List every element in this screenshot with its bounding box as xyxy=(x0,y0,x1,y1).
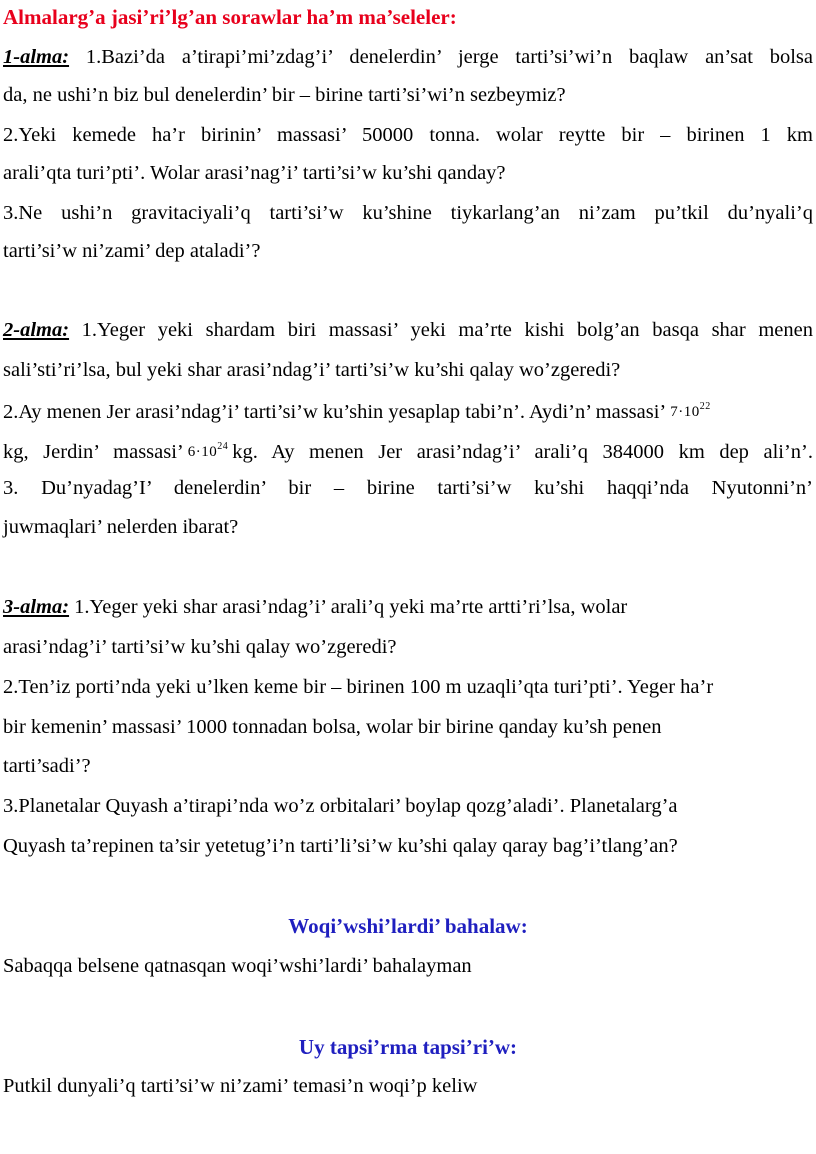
apple3-line2: arasi’ndag’i’ tarti’si’w ku’shi qalay wo’zgeredi? xyxy=(3,636,397,658)
apple3-line5: tarti’sadi’? xyxy=(3,755,91,777)
apple1-label: 1-alma: xyxy=(3,46,70,68)
apple2-question1-text: 1.Yeger yeki shardam biri massasi’ yeki ma’rte kishi bolg’an basqa shar menen xyxy=(69,319,813,341)
apple1-line3: 2.Yeki kemede ha’r birinin’ massasi’ 50000 tonna. wolar reytte bir – birinen 1 km xyxy=(3,124,813,146)
evaluation-text: Sabaqqa belsene qatnasqan woqi’wshi’lardi’ bahalayman xyxy=(3,955,472,977)
page-title: Almalarg’a jasi’ri’lg’an sorawlar ha’m ma’seleler: xyxy=(3,5,457,29)
apple2-line6: juwmaqlari’ nelerden ibarat? xyxy=(3,516,239,538)
apple1-line1 xyxy=(3,44,813,70)
moon-mass-formula: $7\cdot 10^{22}$ xyxy=(670,401,711,420)
apple3-line1 xyxy=(3,594,627,620)
apple2-line3-text: 2.Ay menen Jer arasi’ndag’i’ tarti’si’w ku’shin yesaplap tabi’n’. Aydi’n’ massasi’ xyxy=(3,401,667,423)
homework-text: Putkil dunyali’q tarti’si’w ni’zami’ temasi’n woqi’p keliw xyxy=(3,1075,478,1097)
earth-mass-formula: $6\cdot 10^{24}$ xyxy=(187,441,229,460)
apple2-line3 xyxy=(3,396,715,427)
apple1-line4: arali’qta turi’pti’. Wolar arasi’nag’i’ tarti’si’w ku’shi qanday? xyxy=(3,162,506,184)
apple2-line4-text-b: kg. Ay menen Jer arasi’ndag’i’ arali’q 384000 km dep ali’n’. xyxy=(232,441,813,463)
apple2-line4-text-a: kg, Jerdin’ massasi’ xyxy=(3,441,184,463)
apple1-line6: tarti’si’w ni’zami’ dep ataladi’? xyxy=(3,240,261,262)
apple2-label: 2-alma: xyxy=(3,319,70,341)
apple1-line2: da, ne ushi’n biz bul denelerdin’ bir – birine tarti’si’wi’n sezbeymiz? xyxy=(3,84,566,106)
apple2-line2: sali’sti’ri’lsa, bul yeki shar arasi’ndag’i’ tarti’si’w ku’shi qalay wo’zgeredi? xyxy=(3,359,621,381)
evaluation-heading: Woqi’wshi’lardi’ bahalaw: xyxy=(288,914,528,938)
apple3-line3: 2.Ten’iz porti’nda yeki u’lken keme bir – birinen 100 m uzaqli’qta turi’pti’. Yeger ha’r xyxy=(3,676,714,698)
apple1-question1-text: 1.Bazi’da a’tirapi’mi’zdag’i’ denelerdin’ jerge tarti’si’wi’n baqlaw an’sat bolsa xyxy=(69,46,813,68)
apple3-question1-text: 1.Yeger yeki shar arasi’ndag’i’ arali’q yeki ma’rte artti’ri’lsa, wolar xyxy=(69,596,628,618)
homework-heading: Uy tapsi’rma tapsi’ri’w: xyxy=(298,1035,518,1059)
apple2-line1 xyxy=(3,317,813,343)
apple3-line7: Quyash ta’repinen ta’sir yetetug’i’n tarti’li’si’w ku’shi qalay qaray bag’i’tlang’an? xyxy=(3,835,678,857)
apple2-line5: 3. Du’nyadag’I’ denelerdin’ bir – birine tarti’si’w ku’shi haqqi’nda Nyutonni’n’ xyxy=(3,477,813,499)
apple3-label: 3-alma: xyxy=(3,596,70,618)
apple1-line5: 3.Ne ushi’n gravitaciyali’q tarti’si’w ku’shine tiykarlang’an ni’zam pu’tkil du’nyali’q xyxy=(3,202,813,224)
apple2-line4 xyxy=(3,436,813,467)
apple3-line6: 3.Planetalar Quyash a’tirapi’nda wo’z orbitalari’ boylap qozg’aladi’. Planetalarg’a xyxy=(3,795,678,817)
apple3-line4: bir kemenin’ massasi’ 1000 tonnadan bolsa, wolar bir birine qanday ku’sh penen xyxy=(3,716,662,738)
